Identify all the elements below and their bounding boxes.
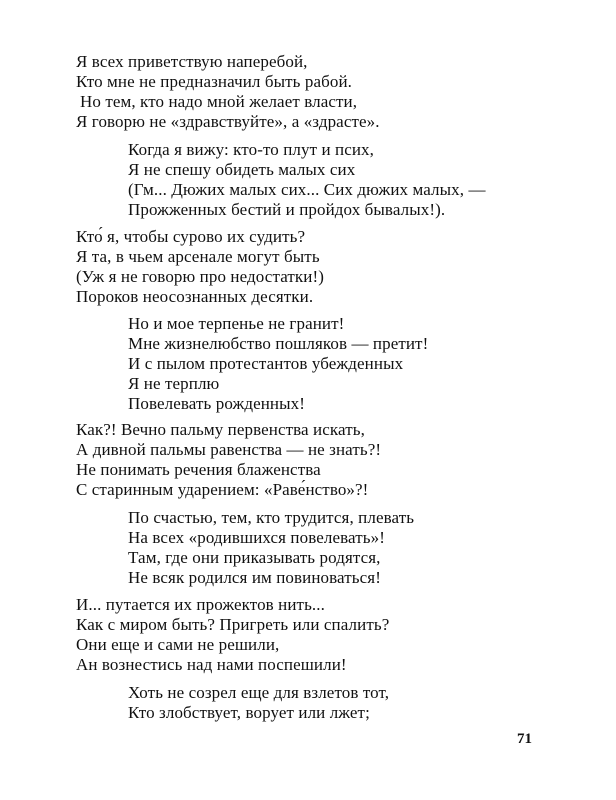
stanza-5 [76,420,381,500]
poem-line: Прожженных бестий и пройдох бывалых!). [128,200,446,219]
stanza-6 [128,508,414,588]
poem-line: Мне жизнелюбство пошляков — претит! [128,334,429,353]
poem-line: Не всяк родился им повиноваться! [128,568,381,587]
stanza-4 [128,314,428,414]
poem-line: Кто злобствует, ворует или лжет; [128,703,370,722]
poem-line: Хоть не созрел еще для взлетов тот, [128,683,390,702]
stanza-2 [128,140,486,220]
poem-line: Но тем, кто надо мной желает власти, [80,92,358,111]
stanza-3 [76,227,324,307]
poem-line: Кто мне не предназначил быть рабой. [76,72,353,91]
poem-line: Там, где они приказывать родятся, [128,548,381,567]
poem-line: По счастью, тем, кто трудится, плевать [128,508,415,527]
stanza-7 [76,595,389,675]
poem-line: Как с миром быть? Пригреть или спалить? [76,615,390,634]
poem-line: Пороков неосознанных десятки. [76,287,314,306]
poem-line: (Уж я не говорю про недостатки!) [76,267,325,286]
stanza-8 [128,683,389,723]
poem-line: Повелевать рожденных! [128,394,306,413]
poem-line: С старинным ударением: «Раве́нство»?! [76,480,369,499]
poem-line: Но и мое терпенье не гранит! [128,314,345,333]
poem-line: На всех «родившихся повелевать»! [128,528,385,547]
poem-line: И с пылом протестантов убежденных [128,354,404,373]
poem-line: Я говорю не «здравствуйте», а «здрасте». [76,112,380,131]
poem-line: Как?! Вечно пальму первенства искать, [76,420,365,439]
poem-line: Я та, в чьем арсенале могут быть [76,247,320,266]
poem-line: И... путается их прожектов нить... [76,595,325,614]
poem-line: Они еще и сами не решили, [76,635,280,654]
poem-line: Кто́ я, чтобы сурово их судить? [76,227,306,246]
poem-line: Я всех приветствую наперебой, [76,52,308,71]
stanza-1 [76,52,380,132]
poem-line: Я не спешу обидеть малых сих [128,160,356,179]
poem-line: Когда я вижу: кто-то плут и псих, [128,140,375,159]
poem-line: Я не терплю [128,374,220,393]
page-number: 71 [517,731,532,747]
poem-line: (Гм... Дюжих малых сих... Сих дюжих малых, — [128,180,486,199]
poem-line: А дивной пальмы равенства — не знать?! [76,440,382,459]
poem-line: Не понимать речения блаженства [76,460,321,479]
poem-line: Ан вознестись над нами поспешили! [76,655,347,674]
